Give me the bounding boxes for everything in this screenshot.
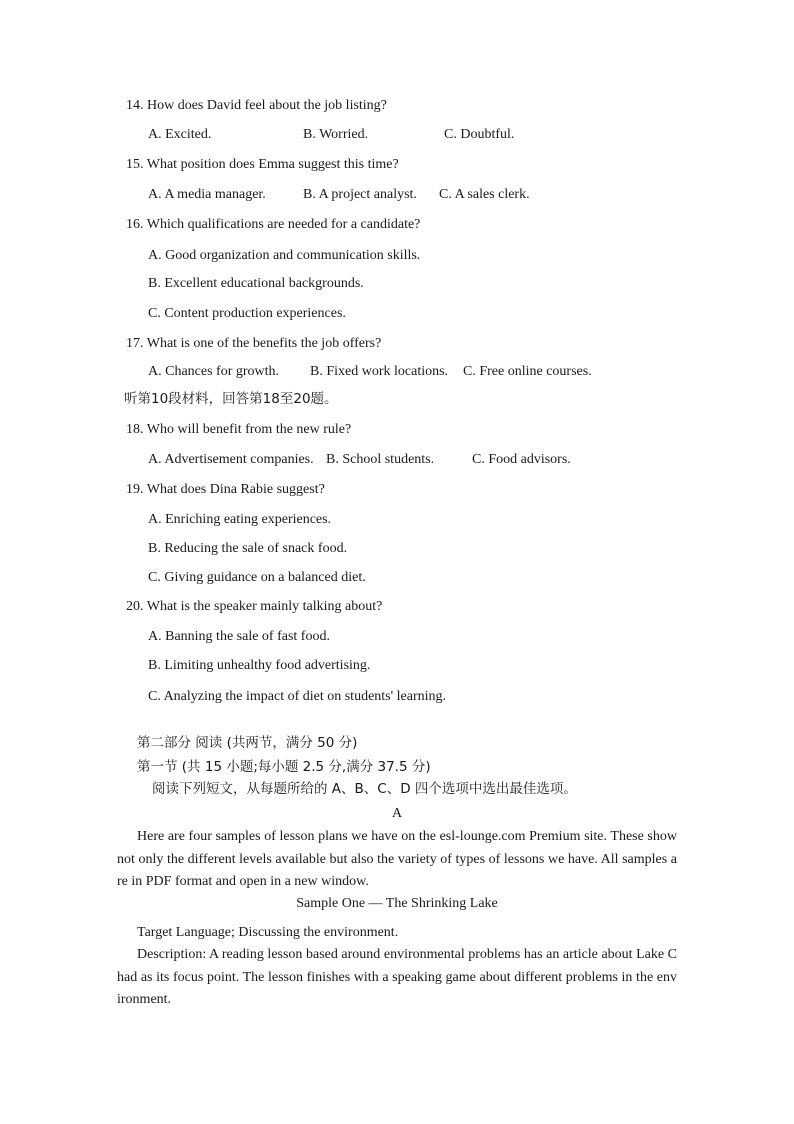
listening-instruction: 听第10段材料，回答第18至20题。 xyxy=(124,391,338,407)
question-16-option-a: A. Good organization and communication skills. xyxy=(148,248,421,263)
question-17-option-a: A. Chances for growth. xyxy=(148,364,280,379)
question-14-option-b: B. Worried. xyxy=(303,127,369,142)
question-18-option-b: B. School students. xyxy=(326,452,435,467)
sample-description: Description: A reading lesson based around environmental problems has an article about Lake Chad as its focus point. The lesson finishes with a speaking game about different problems in the environment. xyxy=(117,947,677,1007)
question-17-stem: 17. What is one of the benefits the job offers? xyxy=(126,336,382,351)
question-14-option-c: C. Doubtful. xyxy=(444,127,515,142)
passage-intro: Here are four samples of lesson plans we have on the esl-lounge.com Premium site. These show not only the different levels available but also the variety of types of lessons we have. All samples are in PDF format and open in a new window. xyxy=(117,829,677,889)
reading-instruction: 阅读下列短文，从每题所给的 A、B、C、D 四个选项中选出最佳选项。 xyxy=(152,781,577,797)
question-15-option-a: A. A media manager. xyxy=(148,187,266,202)
question-15-option-c: C. A sales clerk. xyxy=(439,187,530,202)
question-19-option-a: A. Enriching eating experiences. xyxy=(148,512,332,527)
question-18-option-a: A. Advertisement companies. xyxy=(148,452,314,467)
question-17-option-b: B. Fixed work locations. xyxy=(310,364,449,379)
question-17-option-c: C. Free online courses. xyxy=(463,364,592,379)
question-20-option-b: B. Limiting unhealthy food advertising. xyxy=(148,658,371,673)
question-16-option-b: B. Excellent educational backgrounds. xyxy=(148,276,364,291)
section1-heading: 第一节 (共 15 小题;每小题 2.5 分,满分 37.5 分) xyxy=(137,759,431,775)
sample-title: Sample One — The Shrinking Lake xyxy=(296,896,498,911)
question-16-option-c: C. Content production experiences. xyxy=(148,306,346,321)
question-14-option-a: A. Excited. xyxy=(148,127,212,142)
target-language: Target Language; Discussing the environment. xyxy=(137,925,399,940)
question-19-option-b: B. Reducing the sale of snack food. xyxy=(148,541,348,556)
question-18-stem: 18. Who will benefit from the new rule? xyxy=(126,422,352,437)
question-16-stem: 16. Which qualifications are needed for a candidate? xyxy=(126,217,421,232)
question-15-stem: 15. What position does Emma suggest this time? xyxy=(126,157,399,172)
passage-label: A xyxy=(391,806,403,821)
question-15-option-b: B. A project analyst. xyxy=(303,187,417,202)
question-18-option-c: C. Food advisors. xyxy=(472,452,571,467)
question-19-option-c: C. Giving guidance on a balanced diet. xyxy=(148,570,366,585)
part2-heading: 第二部分 阅读 (共两节，满分 50 分) xyxy=(137,735,358,751)
question-14-stem: 14. How does David feel about the job listing? xyxy=(126,98,387,113)
question-19-stem: 19. What does Dina Rabie suggest? xyxy=(126,482,325,497)
question-20-option-a: A. Banning the sale of fast food. xyxy=(148,629,330,644)
question-20-option-c: C. Analyzing the impact of diet on students' learning. xyxy=(148,689,447,704)
question-20-stem: 20. What is the speaker mainly talking about? xyxy=(126,599,383,614)
